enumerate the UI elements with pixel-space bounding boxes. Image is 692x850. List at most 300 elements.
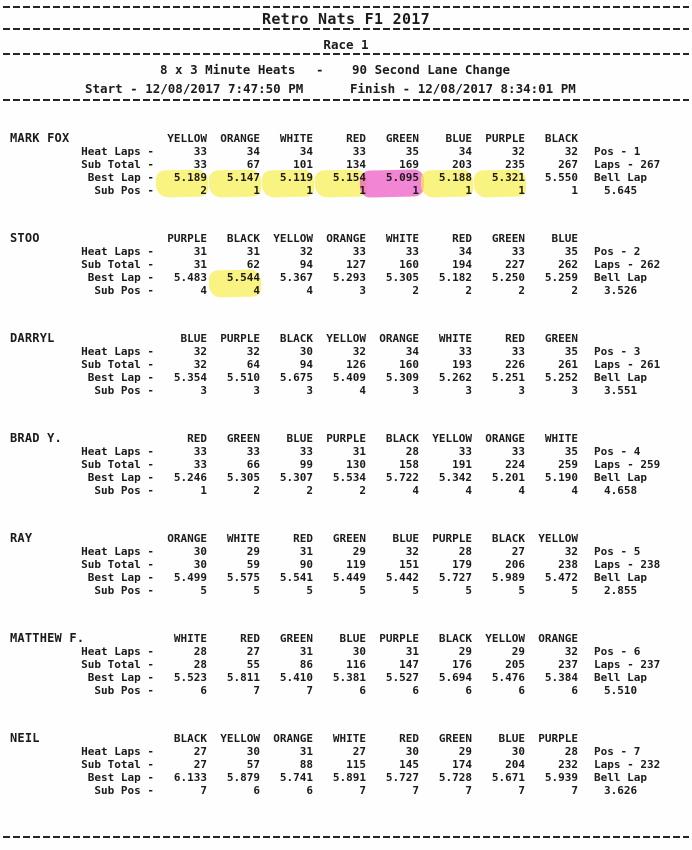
sub-pos-value: 5 [306, 584, 313, 597]
lane-color-header: YELLOW [273, 232, 313, 245]
heat-laps-value: 31 [352, 445, 366, 458]
sub-pos-value: 6 [412, 684, 419, 697]
sub-total-row [0, 258, 692, 271]
driver-name: RAY [10, 531, 33, 545]
lane-color-header: BLACK [491, 532, 525, 545]
lane-color-header: ORANGE [326, 232, 366, 245]
row-label: Sub Pos - [94, 784, 154, 797]
sub-total-value: 94 [299, 258, 313, 271]
row-label: Best Lap - [87, 171, 154, 184]
sub-total-value: 64 [246, 358, 260, 371]
row-label: Sub Total - [81, 758, 154, 771]
heat-laps-value: 30 [193, 545, 207, 558]
sub-pos-value: 7 [306, 684, 313, 697]
row-label: Best Lap - [87, 371, 154, 384]
sub-total-value: 116 [346, 658, 366, 671]
lane-color-header: ORANGE [379, 332, 419, 345]
total-laps-label: Laps - 238 [594, 558, 661, 571]
best-lap-value: 5.201 [491, 471, 525, 484]
sub-pos-value: 2 [571, 284, 578, 297]
lane-color-header: BLUE [498, 732, 525, 745]
sub-total-value: 259 [558, 458, 578, 471]
best-lap-value: 5.510 [226, 371, 260, 384]
row-label: Sub Pos - [94, 384, 154, 397]
best-lap-value: 5.307 [279, 471, 313, 484]
lane-color-header: BLUE [180, 332, 207, 345]
sub-pos-value: 2 [518, 284, 525, 297]
heat-laps-value: 33 [458, 345, 472, 358]
driver-name: MATTHEW F. [10, 631, 85, 645]
best-lap-value: 5.182 [438, 271, 472, 284]
best-lap-value: 5.472 [544, 571, 578, 584]
sub-pos-value: 7 [200, 784, 207, 797]
best-lap-value: 5.483 [173, 271, 207, 284]
best-lap-value: 5.575 [226, 571, 260, 584]
row-label: Sub Total - [81, 258, 154, 271]
best-lap-value: 5.728 [438, 771, 472, 784]
row-label: Best Lap - [87, 771, 154, 784]
heat-laps-value: 27 [246, 645, 260, 658]
sub-total-value: 55 [246, 658, 260, 671]
best-lap-value: 5.694 [438, 671, 472, 684]
sub-total-value: 205 [505, 658, 525, 671]
sub-total-value: 30 [193, 558, 207, 571]
sub-pos-value: 3 [200, 384, 207, 397]
heats-format: 8 x 3 Minute Heats [160, 62, 296, 77]
position-label: Pos - 2 [594, 245, 641, 258]
separator-line [3, 99, 689, 101]
driver-block [0, 332, 692, 432]
sub-total-value: 27 [193, 758, 207, 771]
heat-laps-value: 29 [458, 745, 472, 758]
right-spacer [578, 532, 594, 545]
sub-pos-value: 1 [253, 184, 260, 197]
sub-total-value: 88 [299, 758, 313, 771]
sub-total-value: 203 [452, 158, 472, 171]
lane-color-header: PURPLE [167, 232, 207, 245]
best-lap-value: 5.741 [279, 771, 313, 784]
race-number: Race 1 [323, 37, 369, 52]
driver-block [0, 432, 692, 532]
sub-total-value: 57 [246, 758, 260, 771]
sub-pos-value: 4 [306, 284, 313, 297]
heat-laps-value: 31 [246, 245, 260, 258]
driver-name: BRAD Y. [10, 431, 62, 445]
sub-pos-row [0, 284, 692, 297]
row-label: Sub Total - [81, 658, 154, 671]
sub-pos-value: 6 [465, 684, 472, 697]
sub-pos-value: 6 [518, 684, 525, 697]
best-lap-row [0, 671, 692, 684]
lane-color-header: BLUE [392, 532, 419, 545]
heat-laps-value: 30 [511, 745, 525, 758]
page-title: Retro Nats F1 2017 [262, 10, 430, 28]
sub-total-value: 115 [346, 758, 366, 771]
sub-total-value: 59 [246, 558, 260, 571]
sub-total-row [0, 458, 692, 471]
heat-laps-value: 33 [193, 445, 207, 458]
lane-color-header: YELLOW [485, 632, 525, 645]
heat-laps-value: 34 [458, 245, 472, 258]
lane-color-header: PURPLE [326, 432, 366, 445]
heat-laps-value: 34 [458, 145, 472, 158]
sub-pos-value: 6 [359, 684, 366, 697]
sub-pos-value: 3 [253, 384, 260, 397]
row-label: Sub Pos - [94, 684, 154, 697]
lane-color-header: WHITE [438, 332, 472, 345]
heat-laps-value: 30 [246, 745, 260, 758]
row-label: Best Lap - [87, 671, 154, 684]
heat-laps-row [0, 645, 692, 658]
bell-lap-value: 2.855 [604, 584, 638, 597]
sub-pos-value: 3 [412, 384, 419, 397]
sub-pos-value: 5 [200, 584, 207, 597]
lane-header-row [0, 132, 692, 145]
sub-pos-value: 1 [412, 184, 419, 197]
best-lap-value: 5.671 [491, 771, 525, 784]
lane-change-info: 90 Second Lane Change [352, 62, 511, 77]
lane-color-header: WHITE [332, 732, 366, 745]
sub-pos-value: 5 [359, 584, 366, 597]
heat-laps-value: 31 [299, 745, 313, 758]
lane-color-header: RED [293, 532, 313, 545]
lane-color-header: RED [505, 332, 525, 345]
lane-color-header: ORANGE [167, 532, 207, 545]
lane-color-header: RED [240, 632, 260, 645]
sub-total-value: 33 [193, 458, 207, 471]
heat-laps-value: 35 [405, 145, 419, 158]
lane-color-header: GREEN [226, 432, 260, 445]
separator-line [3, 6, 689, 8]
sub-total-row [0, 658, 692, 671]
sub-total-value: 176 [452, 658, 472, 671]
sub-total-value: 134 [346, 158, 366, 171]
best-lap-value: 5.727 [438, 571, 472, 584]
heat-laps-value: 30 [405, 745, 419, 758]
best-lap-value: 5.476 [491, 671, 525, 684]
best-lap-value: 5.189 [173, 171, 207, 184]
lane-color-header: PURPLE [485, 132, 525, 145]
sub-pos-value: 7 [412, 784, 419, 797]
sub-total-row [0, 158, 692, 171]
sub-pos-value: 4 [465, 484, 472, 497]
driver-block [0, 132, 692, 232]
sub-total-value: 33 [193, 158, 207, 171]
bell-lap-value: 5.645 [604, 184, 638, 197]
best-lap-value: 5.523 [173, 671, 207, 684]
best-lap-value: 5.544 [226, 271, 260, 284]
best-lap-value: 5.409 [332, 371, 366, 384]
sub-total-value: 86 [299, 658, 313, 671]
sub-total-row [0, 558, 692, 571]
lane-color-header: PURPLE [432, 532, 472, 545]
best-lap-value: 5.342 [438, 471, 472, 484]
sub-total-row [0, 358, 692, 371]
sub-pos-value: 1 [306, 184, 313, 197]
sub-pos-value: 2 [412, 284, 419, 297]
sub-pos-row [0, 184, 692, 197]
best-lap-value: 5.891 [332, 771, 366, 784]
lane-color-header: BLACK [226, 232, 260, 245]
row-label: Sub Total - [81, 358, 154, 371]
best-lap-value: 5.811 [226, 671, 260, 684]
row-label: Sub Total - [81, 558, 154, 571]
best-lap-value: 5.250 [491, 271, 525, 284]
lane-color-header: ORANGE [220, 132, 260, 145]
sub-pos-value: 4 [359, 384, 366, 397]
sub-total-value: 267 [558, 158, 578, 171]
sub-pos-value: 1 [359, 184, 366, 197]
sub-total-value: 127 [346, 258, 366, 271]
sub-total-value: 158 [399, 458, 419, 471]
sub-total-value: 224 [505, 458, 525, 471]
best-lap-value: 5.879 [226, 771, 260, 784]
lane-color-header: RED [187, 432, 207, 445]
lane-color-header: BLUE [551, 232, 578, 245]
lane-color-header: YELLOW [220, 732, 260, 745]
lane-color-header: BLACK [279, 332, 313, 345]
heat-laps-value: 34 [246, 145, 260, 158]
bell-lap-label: Bell Lap [594, 271, 647, 284]
sub-pos-value: 1 [518, 184, 525, 197]
lane-color-header: PURPLE [379, 632, 419, 645]
driver-block [0, 732, 692, 832]
sub-pos-value: 5 [465, 584, 472, 597]
lane-header-row [0, 532, 692, 545]
sub-pos-row [0, 684, 692, 697]
sub-total-value: 160 [399, 358, 419, 371]
row-label: Best Lap - [87, 571, 154, 584]
lane-color-header: YELLOW [538, 532, 578, 545]
sub-total-value: 90 [299, 558, 313, 571]
heat-laps-value: 31 [193, 245, 207, 258]
heat-laps-value: 30 [299, 345, 313, 358]
lane-color-header: BLUE [339, 632, 366, 645]
heat-laps-value: 32 [246, 345, 260, 358]
heat-laps-value: 33 [511, 445, 525, 458]
right-spacer [578, 332, 594, 345]
sub-pos-value: 3 [465, 384, 472, 397]
heat-laps-value: 32 [352, 345, 366, 358]
sub-pos-value: 5 [412, 584, 419, 597]
heat-laps-value: 31 [299, 545, 313, 558]
best-lap-value: 5.939 [544, 771, 578, 784]
heat-laps-value: 35 [564, 345, 578, 358]
driver-name: MARK FOX [10, 131, 70, 145]
position-label: Pos - 7 [594, 745, 641, 758]
lane-color-header: GREEN [491, 232, 525, 245]
lane-color-header: GREEN [385, 132, 419, 145]
bell-lap-value: 5.510 [604, 684, 638, 697]
bell-lap-value: 4.658 [604, 484, 638, 497]
row-label: Heat Laps - [81, 645, 154, 658]
sub-pos-value: 6 [253, 784, 260, 797]
row-label: Best Lap - [87, 271, 154, 284]
best-lap-row [0, 271, 692, 284]
driver-name: STOO [10, 231, 40, 245]
best-lap-value: 5.147 [226, 171, 260, 184]
heat-laps-value: 33 [352, 145, 366, 158]
best-lap-value: 5.154 [332, 171, 366, 184]
best-lap-value: 5.541 [279, 571, 313, 584]
lane-color-header: GREEN [438, 732, 472, 745]
best-lap-value: 6.133 [173, 771, 207, 784]
heat-laps-value: 35 [564, 445, 578, 458]
lane-color-header: BLACK [438, 632, 472, 645]
lane-header-row [0, 332, 692, 345]
row-label: Best Lap - [87, 471, 154, 484]
heat-laps-value: 27 [352, 745, 366, 758]
sub-pos-value: 1 [200, 484, 207, 497]
heat-laps-value: 31 [405, 645, 419, 658]
lane-color-header: RED [346, 132, 366, 145]
best-lap-row [0, 171, 692, 184]
best-lap-value: 5.246 [173, 471, 207, 484]
heat-laps-value: 29 [246, 545, 260, 558]
sub-total-value: 147 [399, 658, 419, 671]
lane-color-header: BLACK [385, 432, 419, 445]
sub-total-value: 28 [193, 658, 207, 671]
heat-laps-value: 32 [299, 245, 313, 258]
lane-color-header: GREEN [279, 632, 313, 645]
lane-header-row [0, 732, 692, 745]
sub-pos-value: 3 [306, 384, 313, 397]
sub-total-value: 232 [558, 758, 578, 771]
sub-pos-value: 7 [571, 784, 578, 797]
sub-pos-value: 1 [465, 184, 472, 197]
best-lap-value: 5.722 [385, 471, 419, 484]
right-spacer [578, 632, 594, 645]
sub-pos-row [0, 784, 692, 797]
heats-separator: - [316, 62, 324, 77]
separator-line [3, 53, 689, 55]
heat-laps-row [0, 745, 692, 758]
bell-lap-label: Bell Lap [594, 171, 647, 184]
total-laps-label: Laps - 259 [594, 458, 661, 471]
heat-laps-row [0, 545, 692, 558]
sub-pos-value: 7 [359, 784, 366, 797]
best-lap-value: 5.119 [279, 171, 313, 184]
sub-pos-value: 3 [571, 384, 578, 397]
sub-pos-value: 4 [200, 284, 207, 297]
heat-laps-value: 34 [299, 145, 313, 158]
best-lap-value: 5.321 [491, 171, 525, 184]
sub-total-value: 179 [452, 558, 472, 571]
best-lap-value: 5.251 [491, 371, 525, 384]
sub-total-value: 238 [558, 558, 578, 571]
best-lap-value: 5.384 [544, 671, 578, 684]
finish-time: Finish - 12/08/2017 8:34:01 PM [350, 81, 576, 96]
lane-color-header: BLACK [544, 132, 578, 145]
lane-color-header: BLUE [445, 132, 472, 145]
position-label: Pos - 4 [594, 445, 641, 458]
sub-pos-row [0, 584, 692, 597]
bell-lap-label: Bell Lap [594, 471, 647, 484]
heats-info-row [0, 62, 692, 76]
bell-lap-label: Bell Lap [594, 371, 647, 384]
sub-total-value: 32 [193, 358, 207, 371]
heat-laps-value: 33 [405, 245, 419, 258]
row-label: Heat Laps - [81, 545, 154, 558]
heat-laps-value: 32 [564, 145, 578, 158]
sub-total-value: 191 [452, 458, 472, 471]
lane-color-header: ORANGE [273, 732, 313, 745]
heat-laps-value: 33 [299, 445, 313, 458]
best-lap-value: 5.309 [385, 371, 419, 384]
row-label: Sub Total - [81, 158, 154, 171]
lane-color-header: WHITE [279, 132, 313, 145]
heat-laps-value: 33 [458, 445, 472, 458]
heat-laps-value: 32 [564, 645, 578, 658]
row-label: Sub Total - [81, 458, 154, 471]
best-lap-value: 5.410 [279, 671, 313, 684]
sub-pos-value: 3 [518, 384, 525, 397]
heat-laps-row [0, 245, 692, 258]
driver-block [0, 232, 692, 332]
right-spacer [578, 432, 594, 445]
lane-color-header: BLUE [286, 432, 313, 445]
sub-pos-value: 5 [253, 584, 260, 597]
best-lap-value: 5.190 [544, 471, 578, 484]
best-lap-value: 5.188 [438, 171, 472, 184]
heat-laps-value: 28 [564, 745, 578, 758]
best-lap-value: 5.449 [332, 571, 366, 584]
position-label: Pos - 6 [594, 645, 641, 658]
heat-laps-value: 34 [405, 345, 419, 358]
best-lap-value: 5.442 [385, 571, 419, 584]
best-lap-value: 5.252 [544, 371, 578, 384]
right-spacer [578, 732, 594, 745]
heat-laps-value: 32 [564, 545, 578, 558]
separator-line [3, 836, 689, 838]
heat-laps-value: 28 [458, 545, 472, 558]
heat-laps-value: 32 [405, 545, 419, 558]
sub-total-value: 194 [452, 258, 472, 271]
right-spacer [578, 132, 594, 145]
heat-laps-value: 32 [511, 145, 525, 158]
heat-laps-value: 30 [352, 645, 366, 658]
lane-color-header: ORANGE [485, 432, 525, 445]
best-lap-value: 5.367 [279, 271, 313, 284]
sub-pos-value: 6 [200, 684, 207, 697]
sub-pos-value: 1 [571, 184, 578, 197]
sub-total-value: 169 [399, 158, 419, 171]
sub-total-value: 160 [399, 258, 419, 271]
best-lap-value: 5.534 [332, 471, 366, 484]
heat-laps-value: 27 [511, 545, 525, 558]
row-label: Heat Laps - [81, 445, 154, 458]
lane-color-header: YELLOW [432, 432, 472, 445]
sub-total-value: 99 [299, 458, 313, 471]
lane-color-header: RED [399, 732, 419, 745]
best-lap-row [0, 771, 692, 784]
row-label: Heat Laps - [81, 345, 154, 358]
total-laps-label: Laps - 237 [594, 658, 661, 671]
sub-pos-value: 4 [253, 284, 260, 297]
heat-laps-value: 33 [352, 245, 366, 258]
total-laps-label: Laps - 267 [594, 158, 661, 171]
heat-laps-row [0, 445, 692, 458]
sub-total-value: 67 [246, 158, 260, 171]
sub-total-value: 235 [505, 158, 525, 171]
row-label: Heat Laps - [81, 145, 154, 158]
bell-lap-label: Bell Lap [594, 771, 647, 784]
bell-lap-value: 3.526 [604, 284, 638, 297]
best-lap-row [0, 471, 692, 484]
lane-color-header: BLACK [173, 732, 207, 745]
driver-block [0, 632, 692, 732]
sub-total-value: 126 [346, 358, 366, 371]
